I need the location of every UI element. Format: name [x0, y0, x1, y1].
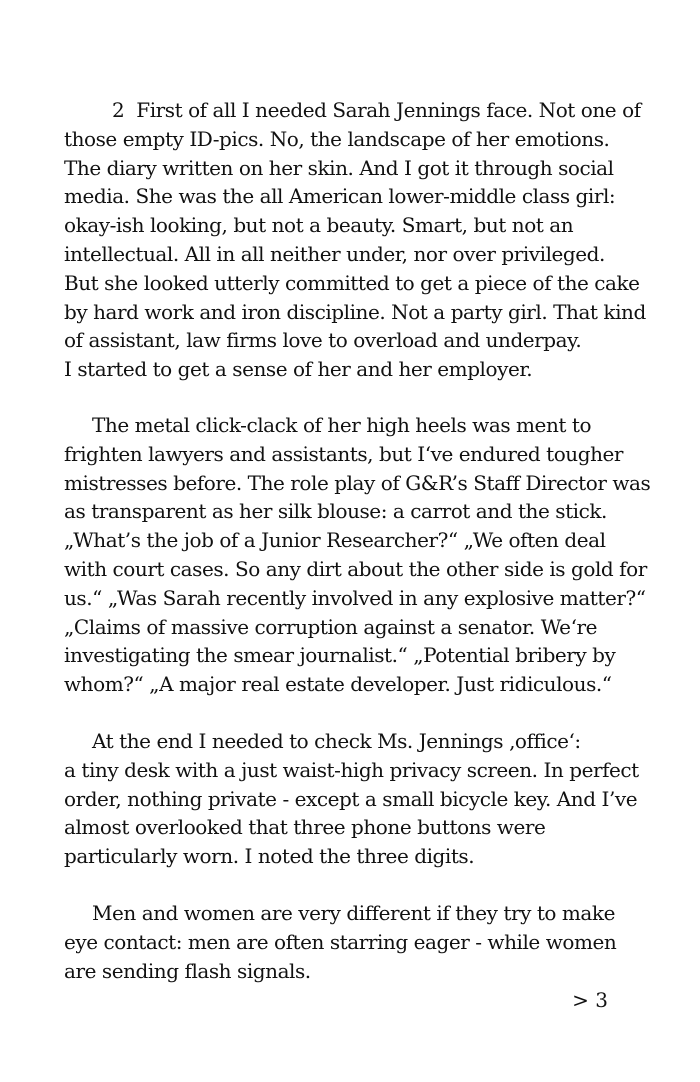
- text-line: are sending flash signals.: [64, 958, 311, 983]
- text-line: „Claims of massive corruption against a senator. We‘re: [64, 614, 597, 639]
- paragraph-3: [64, 727, 664, 871]
- text-line: those empty ID-pics. No, the landscape of her emotions.: [64, 126, 610, 151]
- text-line: Men and women are very different if they try to make: [92, 901, 615, 925]
- text-line: „What’s the job of a Junior Researcher?“ „We often deal: [64, 528, 606, 553]
- text-line: media. She was the all American lower-middle class girl:: [64, 184, 616, 209]
- text-line: frighten lawyers and assistants, but I‘ve endured tougher: [64, 441, 624, 466]
- text-line: The diary written on her skin. And I got it through social: [64, 155, 614, 180]
- page-number: 2: [112, 98, 125, 122]
- text-line: okay-ish looking, but not a beauty. Smart, but not an: [64, 213, 574, 238]
- line-text: First of all I needed Sarah Jennings face. Not one of: [136, 98, 641, 122]
- text-line: [64, 96, 664, 125]
- next-page-marker: > 3: [572, 988, 608, 1012]
- text-line: whom?“ „A major real estate developer. Just ridiculous.“: [64, 672, 612, 697]
- text-line: investigating the smear journalist.“ „Potential bribery by: [64, 643, 616, 668]
- text-line: almost overlooked that three phone buttons were: [64, 815, 546, 840]
- text-line: by hard work and iron discipline. Not a party girl. That kind: [64, 299, 646, 324]
- text-line: with court cases. So any dirt about the other side is gold for: [64, 556, 647, 581]
- text-line: of assistant, law firms love to overload and underpay.: [64, 328, 582, 353]
- paragraph-1: [64, 96, 664, 384]
- text-line: The metal click-clack of her high heels was ment to: [92, 413, 592, 437]
- text-line: At the end I needed to check Ms. Jennings ‚office‘:: [92, 729, 581, 753]
- text-line: order, nothing private - except a small bicycle key. And I’ve: [64, 786, 638, 811]
- text-line: eye contact: men are often starring eager - while women: [64, 929, 617, 954]
- paragraph-2: [64, 411, 664, 699]
- text-line: particularly worn. I noted the three digits.: [64, 844, 475, 869]
- text-line: as transparent as her silk blouse: a carrot and the stick.: [64, 499, 607, 524]
- text-line: mistresses before. The role play of G&R’s Staff Director was: [64, 470, 651, 495]
- text-line: a tiny desk with a just waist-high privacy screen. In perfect: [64, 757, 639, 782]
- text-line: I started to get a sense of her and her employer.: [64, 357, 533, 382]
- text-line: But she looked utterly committed to get a piece of the cake: [64, 270, 640, 295]
- text-line: intellectual. All in all neither under, nor over privileged.: [64, 241, 605, 266]
- text-line: us.“ „Was Sarah recently involved in any explosive matter?“: [64, 585, 646, 610]
- paragraph-4: [64, 899, 664, 985]
